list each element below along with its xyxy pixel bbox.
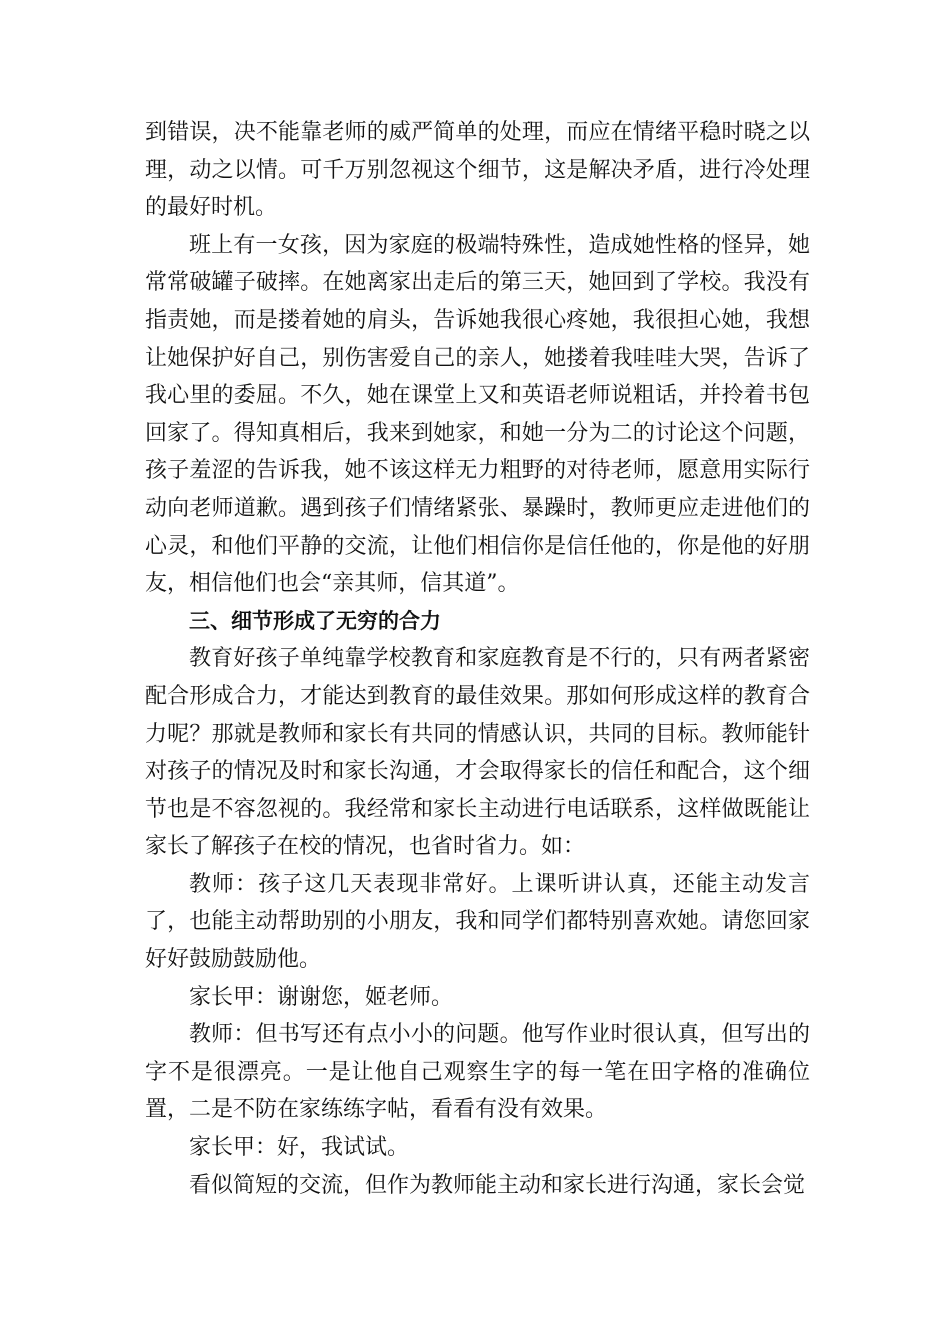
paragraph-continuation: 到错误，决不能靠老师的威严简单的处理，而应在情绪平稳时晓之以理，动之以情。可千万别忽视这个细节，这是解决矛盾，进行冷处理的最好时机。 <box>145 120 810 221</box>
dialogue-parent-1: 家长甲：谢谢您，姬老师。 <box>189 984 454 1010</box>
dialogue-parent-2: 家长甲：好，我试试。 <box>189 1135 410 1161</box>
dialogue-teacher-2: 教师：但书写还有点小小的问题。他写作业时很认真，但写出的字不是很漂亮。一是让他自己观察生字的每一笔在田字格的准确位置，二是不防在家练练字帖，看看有没有效果。 <box>145 1022 810 1123</box>
paragraph-closing: 看似简短的交流，但作为教师能主动和家长进行沟通，家长会觉 <box>189 1172 806 1198</box>
paragraph-home-school: 教育好孩子单纯靠学校教育和家庭教育是不行的，只有两者紧密配合形成合力，才能达到教育的最佳效果。那如何形成这样的教育合力呢？那就是教师和家长有共同的情感认识，共同的目标。教师能针对孩子的情况及时和家长沟通，才会取得家长的信任和配合，这个细节也是不容忽视的。我经常和家长主动进行电话联系，这样做既能让家长了解孩子在校的情况，也省时省力。如： <box>145 646 810 860</box>
paragraph-story-girl: 班上有一女孩，因为家庭的极端特殊性，造成她性格的怪异，她常常破罐子破摔。在她离家出走后的第三天，她回到了学校。我没有指责她，而是搂着她的肩头，告诉她我很心疼她，我很担心她，我想让她保护好自己，别伤害爱自己的亲人，她搂着我哇哇大哭，告诉了我心里的委屈。不久，她在课堂上又和英语老师说粗话，并拎着书包回家了。得知真相后，我来到她家，和她一分为二的讨论这个问题，孩子羞涩的告诉我，她不该这样无力粗野的对待老师，愿意用实际行动向老师道歉。遇到孩子们情绪紧张、暴躁时，教师更应走进他们的心灵，和他们平静的交流，让他们相信你是信任他的，你是他的好朋友，相信他们也会“亲其师，信其道”。 <box>145 232 810 597</box>
dialogue-teacher-1: 教师：孩子这几天表现非常好。上课听讲认真，还能主动发言了，也能主动帮助别的小朋友，我和同学们都特别喜欢她。请您回家好好鼓励鼓励他。 <box>145 871 810 973</box>
document-body <box>145 114 810 1204</box>
section-heading: 三、细节形成了无穷的合力 <box>189 608 441 633</box>
